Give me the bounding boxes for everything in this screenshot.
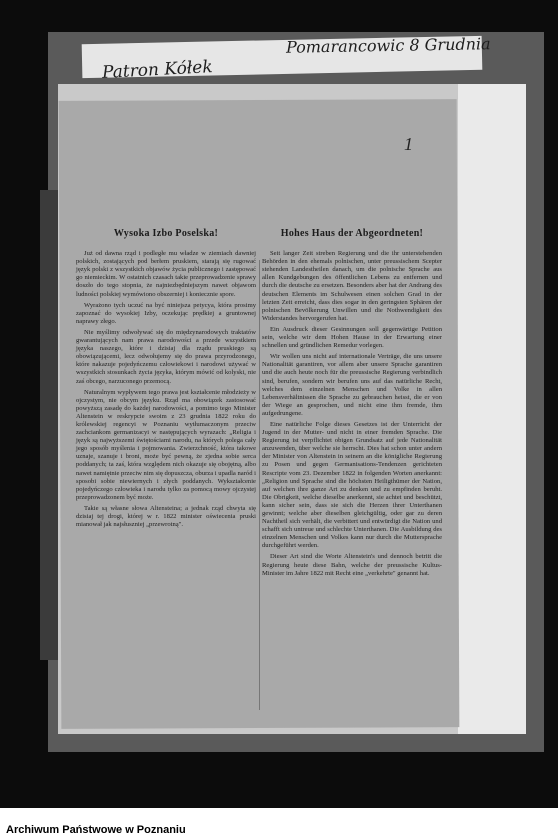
german-paragraph: Seit langer Zeit streben Regierung und die ihr unterstehenden Behörden in den ehemals polnischen, unter preussischem Scepter stehenden Landestheilen danach, um die polnische Sprache aus allen Kundgebungen des öffentlichen Lebens zu entfernen und durch die deutsche zu ersetzen. Besonders aber hat der Andrang des deutschen Elements im Schulwesen einen solchen Grad in der letzten Zeit erreicht, dass dies sogar in den geringsten Sphären der polnischen Bevölkerung Unwillen und die Nothwendigkeit des Widerstandes hervorgerufen hat. — [262, 250, 442, 322]
german-paragraph: Eine natürliche Folge dieses Gesetzes ist der Unterricht der Jugend in der Mutter- und nicht in einer fremden Sprache. Die Regierung ist verpflichtet obigen Grundsatz auf jede Nationalität anzuwenden, über welche sie herrscht. Dies hat schon unter andern der Minister von Altenstein in seinem an die königliche Regierung zu Posen und gegen Germanisations-Tendenzen gerichteten Rescripte vom 23. Dezember 1822 in folgenden Worten anerkannt: „Religion und Sprache sind die höchsten Heiligthümer der Nation, auf welchen ihre ganze Art zu denken und zu empfinden beruht. Die Obrigkeit, welche dieselbe anerkennt, sie achtet und beschützt, kann sicher sein, dass sie sich die Herzen ihrer Unterthanen gewinnt; welche aber dieselben gleichgültig, oder gar zu deren Nachtheil sich verhält, die verbittert und entwürdigt die Nation und schafft sich untreue und schlechte Unterthanen. Die Ausbildung des einzelnen Menschen und Volkes kann nur durch die Muttersprache durchgeführt werden. — [262, 420, 442, 550]
polish-paragraph: Wyrażono tych uczuć na być niniejsza petycya, która prosimy zapoznać do wysokiej Izby, oczekując prędkiej a gruntownej naprawy złego. — [76, 301, 256, 325]
polish-heading: Wysoka Izbo Poselska! — [113, 228, 219, 239]
polish-column — [76, 230, 256, 532]
german-paragraph: Ein Ausdruck dieser Gesinnungen soll gegenwärtige Petition sein, welche wir dem Hohen Hause in der Erwartung einer schnellen und gründlichen Remedur vorlegen. — [262, 325, 442, 350]
german-paragraph: Wir wollen uns nicht auf internationale Verträge, die uns unsere Nationalität garantiren, vor allem aber unsere Sprache garantiren und die auch heute noch für die preussische Regierung verbindlich sind, berufen, sondern wir berufen uns auf das natürliche Recht, welches dem einzelnen Menschen und Volke in allen Lebensverhältnissen die Sprache zu gebrauchen heisst, die er von der Wiege an gesprochen, und nicht eine ihm fremde, ihm aufgedrungene. — [262, 353, 442, 417]
folder-cover-edge — [458, 84, 526, 734]
handwritten-note-top: Pomarancowic 8 Grudnia — [285, 34, 491, 57]
german-column — [262, 230, 442, 581]
column-divider — [259, 260, 260, 710]
binding-edge — [40, 190, 58, 660]
archive-label: Archiwum Państwowe w Poznaniu — [6, 824, 186, 836]
german-heading: Hohes Haus der Abgeordneten! — [280, 228, 424, 239]
archive-footer — [0, 808, 558, 840]
polish-paragraph: Takie są własne słowa Altensteina; a jednak rząd chwyta się dzisiaj tej drogi, której w r. 1822 minister oświecenia pruski mianował jak najsłuszniej „przewrotną". — [76, 504, 256, 529]
polish-paragraph: Już od dawna rząd i podległe mu władze w ziemiach dawniej polskich, zostających pod berłem pruskiem, starają się rugować język polski z wszystkich objawów życia publicznego i zastępować go niemieckim. W ostatnich czasach takie przeprowadzenie sprawy doszło do tego stopnia, że najniezbędniejszym nawet objawom ludności polskiej wymówiono obszerniej i koniecznie spore. — [76, 250, 256, 298]
german-paragraph: Dieser Art sind die Worte Altenstein's und dennoch betritt die Regierung heute diese Bahn, welche der preussische Kultus-Minister im Jahre 1822 mit Recht eine „verkehrte" genannt hat. — [262, 553, 442, 577]
polish-paragraph: Nie myślimy odwoływać się do międzynarodowych traktatów gwarantujących nam prawa narodowości a przede wszystkiem języka naszego, które i dzisiaj dla rządu pruskiego są obowiązującemi, lecz odwołujemy się do prawa przyrodzonego, które nakazuje pojedyńczemu człowiekowi i narodowi używać w wszystkich stosunkach życia języka, którym mówić od kolyski, nie zaś obcego, narzuconego przemocą. — [76, 328, 256, 385]
handwritten-note-left: Patron Kółek — [101, 57, 214, 83]
polish-paragraph: Naturalnym wypływem tego prawa jest kształcenie młodzieży w ojczystym, nie obcym języku. Rząd ma obowiązek zastosować powyższą zasadę do każdej narodowości, a pomimo tego Minister Altenstein w reskrypcie swoim z 23 grudnia 1822 roku do królewskiej regencyi w Poznaniu wytłumaczonym przeciw zachciankom germanizacyi w następujących wyrazach: „Religia i język są najwyższemi świętościami narodu, na których polega cały jego sposób myślenia i pojmowania. Zwierzchność, która takowe uznaje, szanuje i broni, może być pewną, że zjedna sobie serca poddanych; ta zaś, która względem nich okazuje się obojętną, albo nawet namiętnie przeciw nim się dopuszcza, oburza i upadla naród i sposobi sobie niewiernych i złych poddanych. Wykształcenie pojedyńczego człowieka i narodu tylko za pomocą mowy ojczystej przeprowadzonem być może. — [76, 388, 256, 501]
page-number: 1 — [404, 134, 413, 154]
